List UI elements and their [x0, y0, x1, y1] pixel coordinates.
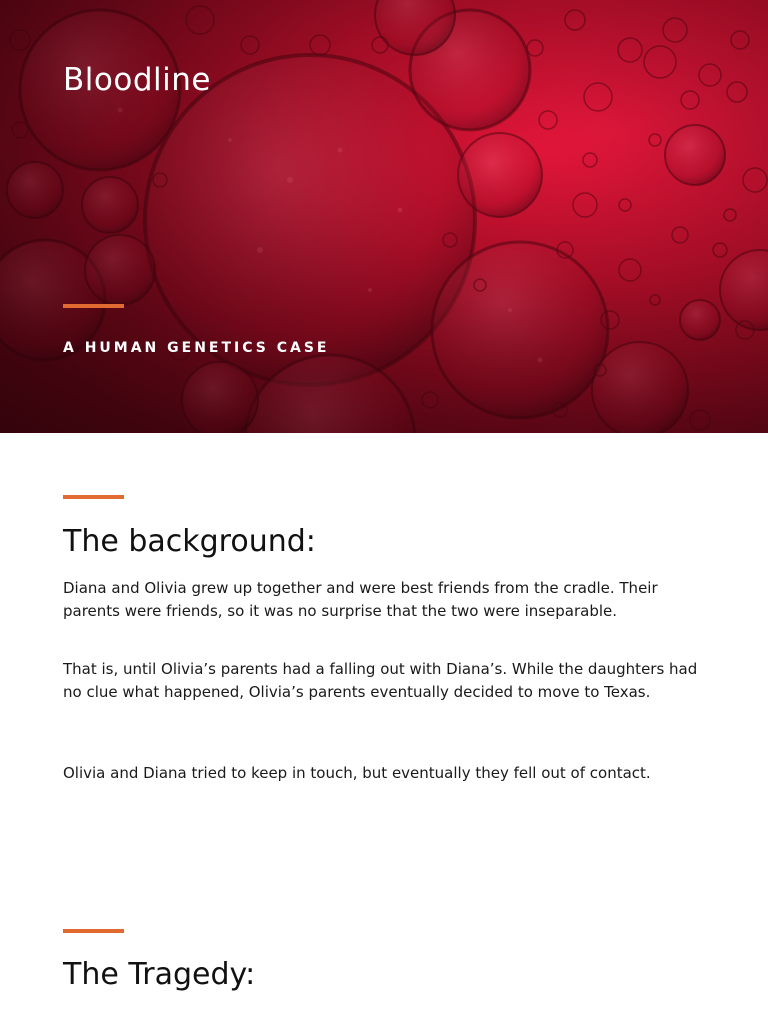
- hero-banner: [0, 0, 768, 433]
- background-paragraph-1: Diana and Olivia grew up together and were best friends from the cradle. Their parents were friends, so it was no surprise that the two were inseparable.: [63, 579, 658, 620]
- document-subtitle: A HUMAN GENETICS CASE: [63, 340, 330, 356]
- hero-accent-bar: [63, 304, 124, 308]
- section-accent-bar: [63, 495, 124, 499]
- background-paragraph-3: Olivia and Diana tried to keep in touch, but eventually they fell out of contact.: [63, 764, 651, 782]
- background-paragraph-2: That is, until Olivia’s parents had a falling out with Diana’s. While the daughters had no clue what happened, Olivia’s parents eventually decided to move to Texas.: [63, 660, 698, 701]
- section-heading-background: The background:: [63, 524, 316, 559]
- section-heading-tragedy: The Tragedy:: [63, 957, 256, 992]
- document-title: Bloodline: [63, 62, 211, 98]
- section-accent-bar: [63, 929, 124, 933]
